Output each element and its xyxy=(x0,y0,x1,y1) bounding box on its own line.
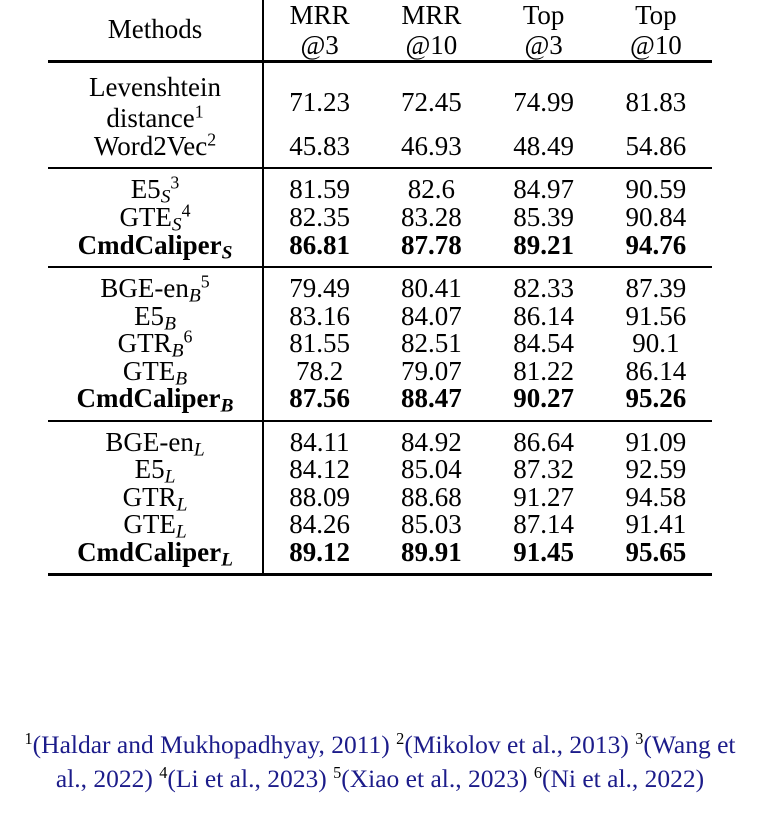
column-header-mrr3: MRR @3 xyxy=(263,0,375,62)
results-table-container xyxy=(48,0,712,576)
results-table xyxy=(48,0,712,576)
method-name-cell: $GTR_L$ xyxy=(122,481,188,516)
method-name-cell: $GTE_L$ xyxy=(123,509,187,543)
value-cell-top3: 87.32 xyxy=(513,454,574,485)
table-row xyxy=(48,232,712,260)
method-name-cell: BGE-$en_L$ xyxy=(105,426,205,460)
value-cell-top10: 91.41 xyxy=(625,509,687,540)
value-cell-mrr3: 84.11 xyxy=(263,429,375,457)
value-cell-top10: 94.58 xyxy=(625,481,687,512)
value-cell-top10: 92.59 xyxy=(625,454,687,485)
value-cell-top10: 91.56 xyxy=(625,300,687,331)
value-cell-mrr10: 46.93 xyxy=(401,130,462,161)
footnote-marker: 6 xyxy=(533,762,542,782)
value-cell-mrr10: 84.07 xyxy=(401,300,462,331)
footnote-marker: 4 xyxy=(159,762,168,782)
footnote-citation-link[interactable]: (Xiao et al., 2023) xyxy=(341,763,528,793)
value-cell-top10: 54.86 xyxy=(625,130,687,161)
table-row xyxy=(48,275,712,303)
method-name-cell: CmdCaliper$_L$ xyxy=(77,536,233,571)
value-cell-top10: 81.83 xyxy=(625,86,687,117)
footnote-citation-link[interactable]: (Wang et al., 2022) xyxy=(55,730,736,793)
value-cell-mrr3: 86.81 xyxy=(263,232,375,260)
value-cell-mrr10: 72.45 xyxy=(401,86,462,117)
table-spacer xyxy=(48,566,712,575)
method-name-cell: CmdCaliper$_S$ xyxy=(77,229,233,263)
method-name-cell: Word2Vec$^2$ xyxy=(93,129,217,161)
table-row xyxy=(48,484,712,512)
table-row xyxy=(48,456,712,484)
table-header-row xyxy=(48,0,712,62)
value-cell-top3: 84.97 xyxy=(513,174,574,205)
footnote-marker: 2 xyxy=(396,729,405,749)
table-rule xyxy=(48,575,712,577)
value-cell-top3: 91.27 xyxy=(513,481,574,512)
method-name-cell: $E5_S^3$ xyxy=(130,173,180,208)
value-cell-top10: 86.14 xyxy=(625,355,687,386)
table-row xyxy=(48,303,712,331)
footnote-citation-link[interactable]: (Li et al., 2023) xyxy=(167,763,327,793)
value-cell-mrr10: 88.47 xyxy=(401,383,462,414)
value-cell-top3: 86.14 xyxy=(513,300,574,331)
footnote-citation-link[interactable]: (Haldar and Mukhopadhyay, 2011) xyxy=(32,730,390,759)
column-header-top10: Top @10 xyxy=(629,0,682,61)
method-name-cell: $GTR_B^6$ xyxy=(117,326,193,362)
value-cell-top3: 90.27 xyxy=(513,383,574,414)
value-cell-top3: 87.14 xyxy=(513,509,574,540)
column-header-mrr10: MRR @10 xyxy=(401,0,462,61)
method-name-cell: BGE-$en_B^5$ xyxy=(100,271,210,307)
value-cell-mrr10: 82.6 xyxy=(407,174,455,205)
value-cell-top3: 48.49 xyxy=(513,130,574,161)
value-cell-top3: 81.22 xyxy=(513,355,574,386)
footnote-marker: 5 xyxy=(333,762,342,782)
method-name-cell: Levenshtein distance$^1$ xyxy=(89,72,221,133)
value-cell-mrr3: 81.59 xyxy=(263,176,375,204)
value-cell-mrr10: 88.68 xyxy=(401,481,462,512)
value-cell-mrr10: 87.78 xyxy=(401,229,462,260)
table-row xyxy=(48,511,712,539)
value-cell-mrr10: 84.92 xyxy=(401,426,462,457)
table-row xyxy=(48,429,712,457)
value-cell-top3: 89.21 xyxy=(513,229,574,260)
footnotes-block xyxy=(6,728,754,796)
table-row xyxy=(48,204,712,232)
value-cell-top3: 91.45 xyxy=(513,536,574,567)
value-cell-top10: 94.76 xyxy=(625,229,687,260)
table-row xyxy=(48,72,712,132)
table-spacer xyxy=(48,413,712,421)
table-row xyxy=(48,358,712,386)
value-cell-top10: 90.1 xyxy=(632,328,680,359)
value-cell-top3: 86.64 xyxy=(513,426,574,457)
table-row xyxy=(48,330,712,358)
value-cell-mrr3: 81.55 xyxy=(263,330,375,358)
footnote-citation-link[interactable]: (Ni et al., 2022) xyxy=(542,763,705,793)
method-name-cell: $E5_L$ xyxy=(134,454,176,488)
value-cell-top10: 95.65 xyxy=(625,536,687,567)
column-header-methods: Methods xyxy=(107,14,203,45)
method-name-cell: $E5_B$ xyxy=(134,300,176,334)
value-cell-mrr3: 84.12 xyxy=(263,456,375,484)
value-cell-mrr3: 88.09 xyxy=(263,484,375,512)
value-cell-mrr3: 82.35 xyxy=(263,204,375,232)
table-spacer xyxy=(48,63,712,72)
value-cell-mrr3: 79.49 xyxy=(263,275,375,303)
value-cell-mrr10: 85.04 xyxy=(401,454,462,485)
value-cell-mrr3: 84.26 xyxy=(263,511,375,539)
value-cell-top10: 95.26 xyxy=(625,383,687,414)
value-cell-top3: 84.54 xyxy=(513,328,574,359)
value-cell-top10: 90.84 xyxy=(625,202,687,232)
column-header-top3: Top @3 xyxy=(522,0,565,61)
table-spacer xyxy=(48,259,712,267)
value-cell-mrr10: 80.41 xyxy=(401,273,462,304)
table-spacer xyxy=(48,160,712,168)
value-cell-mrr3: 71.23 xyxy=(263,72,375,132)
value-cell-mrr10: 82.51 xyxy=(401,328,462,359)
value-cell-top10: 91.09 xyxy=(625,426,687,457)
table-row xyxy=(48,133,712,161)
footnote-marker: 1 xyxy=(24,729,33,749)
table-row xyxy=(48,539,712,567)
table-row xyxy=(48,176,712,204)
value-cell-mrr10: 85.03 xyxy=(401,509,462,540)
footnote-citation-link[interactable]: (Mikolov et al., 2013) xyxy=(404,730,629,759)
value-cell-mrr3: 87.56 xyxy=(263,385,375,413)
value-cell-top3: 74.99 xyxy=(513,86,574,117)
method-name-cell: $GTE_B$ xyxy=(122,355,188,389)
value-cell-top3: 82.33 xyxy=(513,273,574,304)
method-name-cell: CmdCaliper$_B$ xyxy=(76,383,234,417)
value-cell-mrr10: 79.07 xyxy=(401,355,462,386)
value-cell-top3: 85.39 xyxy=(513,202,574,232)
footnote-marker: 3 xyxy=(635,729,644,749)
table-row xyxy=(48,385,712,413)
footnote-citations xyxy=(6,728,754,796)
value-cell-mrr3: 89.12 xyxy=(263,539,375,567)
value-cell-mrr10: 83.28 xyxy=(401,202,462,232)
value-cell-mrr3: 45.83 xyxy=(263,133,375,161)
value-cell-top10: 90.59 xyxy=(625,174,687,205)
value-cell-mrr10: 89.91 xyxy=(401,536,462,567)
value-cell-mrr3: 78.2 xyxy=(263,358,375,386)
method-name-cell: $GTE_S^4$ xyxy=(119,200,191,236)
value-cell-top10: 87.39 xyxy=(625,273,687,304)
value-cell-mrr3: 83.16 xyxy=(263,303,375,331)
